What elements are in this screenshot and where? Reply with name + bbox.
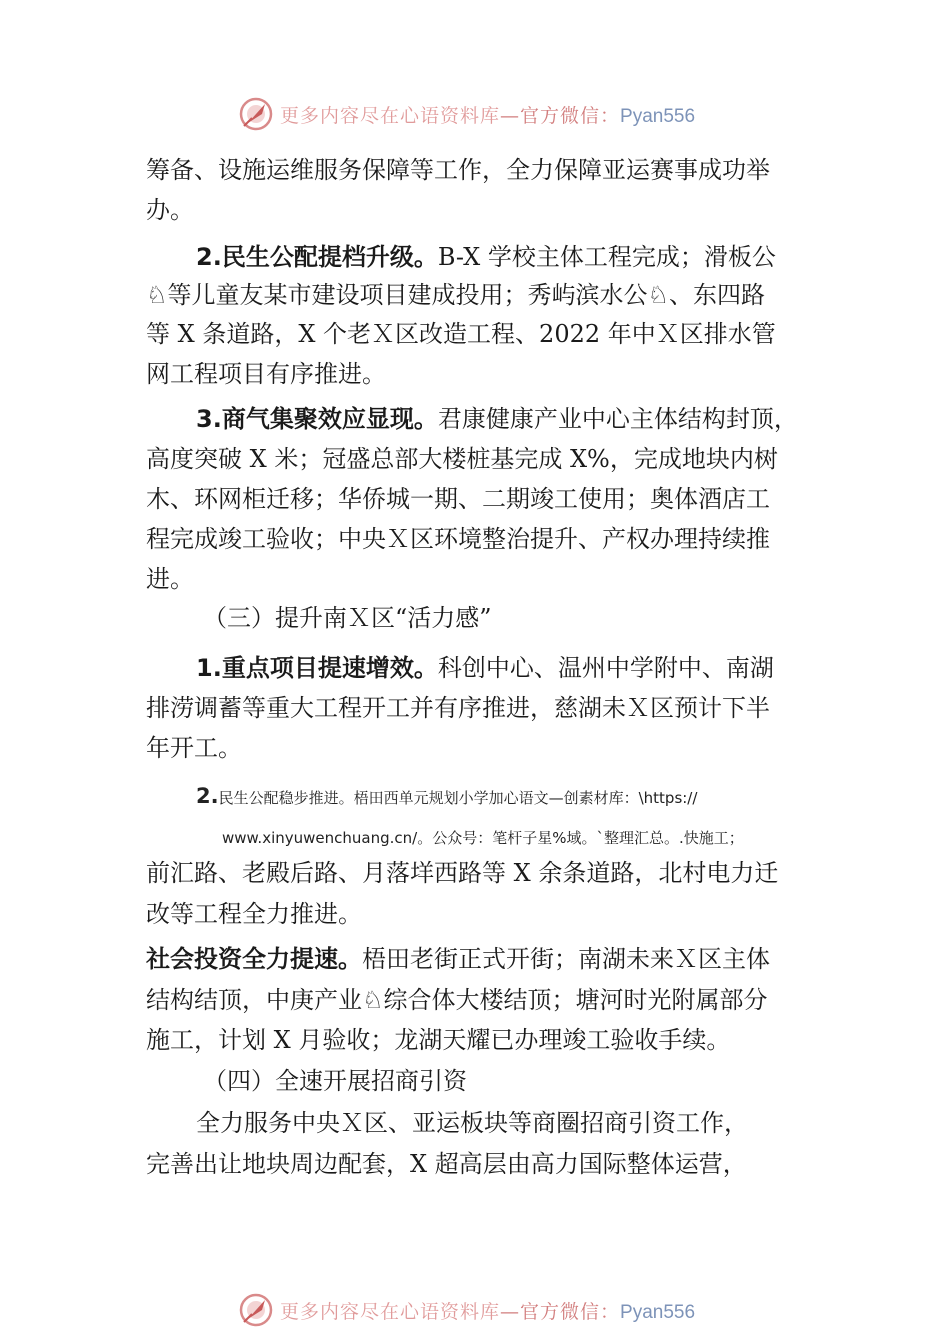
text-line: 筹备、设施运维服务保障等工作，全力保障亚运赛事成功举 xyxy=(146,156,770,184)
banner-dash: — xyxy=(500,1300,521,1323)
heading-number: 2. xyxy=(196,784,219,808)
banner-dash: — xyxy=(500,104,521,127)
heading-livelihood-upgrade: 2.民生公配提档升级。 xyxy=(196,243,438,271)
watermark-line xyxy=(196,784,697,810)
text-segment: 民生公配稳步推进。梧田西单元规划小学加心语文—创素材库：\https:// xyxy=(218,789,698,807)
text-line: ♘等儿童友某市建设项目建成投用；秀屿滨水公♘、东四路 xyxy=(146,281,766,309)
text-line: 进。 xyxy=(146,565,194,593)
text-line: 完善出让地块周边配套，X 超高层由高力国际整体运营， xyxy=(146,1150,747,1178)
header-banner xyxy=(238,94,695,134)
text-line: 结构结顶，中庚产业♘综合体大楼结顶；塘河时光附属部分 xyxy=(146,986,768,1014)
banner-wx-label: 官方微信： xyxy=(520,1300,621,1323)
text-line: 木、环网柜迁移；华侨城一期、二期竣工使用；奥体酒店工 xyxy=(146,485,770,513)
text-line: 网工程项目有序推进。 xyxy=(146,360,386,388)
banner-text xyxy=(280,1297,695,1324)
heading-commerce: 3.商气集聚效应显现。 xyxy=(196,405,438,433)
text-segment: 君康健康产业中心主体结构封顶， xyxy=(437,405,798,433)
heading-key-projects: 1.重点项目提速增效。 xyxy=(196,654,438,682)
text-line: 全力服务中央Ｘ区、亚运板块等商圈招商引资工作， xyxy=(196,1109,748,1137)
heading-social-investment: 社会投资全力提速。 xyxy=(146,945,362,973)
text-line: 施工，计划 X 月验收；龙湖天耀已办理竣工验收手续。 xyxy=(146,1026,731,1054)
text-line: 前汇路、老殿后路、月落垟西路等 X 余条道路，北村电力迁 xyxy=(146,859,779,887)
quill-logo-icon xyxy=(238,1292,274,1328)
text-line: 办。 xyxy=(146,196,194,224)
section-heading: （三）提升南Ｘ区“活力感” xyxy=(203,604,492,632)
section-heading: （四）全速开展招商引资 xyxy=(203,1067,467,1095)
text-line: 高度突破 X 米；冠盛总部大楼桩基完成 X%，完成地块内树 xyxy=(146,445,778,473)
text-segment: 梧田老街正式开街；南湖未来Ｘ区主体 xyxy=(362,945,770,973)
text-line: 等 X 条道路，X 个老Ｘ区改造工程、2022 年中Ｘ区排水管 xyxy=(146,320,776,348)
text-segment: 科创中心、温州中学附中、南湖 xyxy=(437,654,774,682)
banner-text xyxy=(280,101,695,128)
banner-brand: 更多内容尽在心语资料库 xyxy=(280,104,501,127)
text-line: 改等工程全力推进。 xyxy=(146,900,362,928)
banner-brand: 更多内容尽在心语资料库 xyxy=(280,1300,501,1323)
paragraph-heading-line xyxy=(146,943,770,975)
text-line: 程完成竣工验收；中央Ｘ区环境整治提升、产权办理持续推 xyxy=(146,525,770,553)
watermark-line: www.xinyuwenchuang.cn/。公众号：笔杆子星%域。`整理汇总。.快施工； xyxy=(222,829,744,847)
banner-wx-id: Pyan556 xyxy=(620,1301,696,1323)
paragraph-heading-line xyxy=(196,652,774,684)
banner-wx-label: 官方微信： xyxy=(520,104,621,127)
text-line: 年开工。 xyxy=(146,734,242,762)
footer-banner xyxy=(238,1290,695,1330)
text-line: 排涝调蓄等重大工程开工并有序推进，慈湖未Ｘ区预计下半 xyxy=(146,694,770,722)
banner-wx-id: Pyan556 xyxy=(620,105,696,127)
paragraph-heading-line xyxy=(196,403,798,435)
text-segment: B-X 学校主体工程完成；滑板公 xyxy=(437,243,776,271)
quill-logo-icon xyxy=(238,96,274,132)
paragraph-heading-line xyxy=(196,241,776,273)
